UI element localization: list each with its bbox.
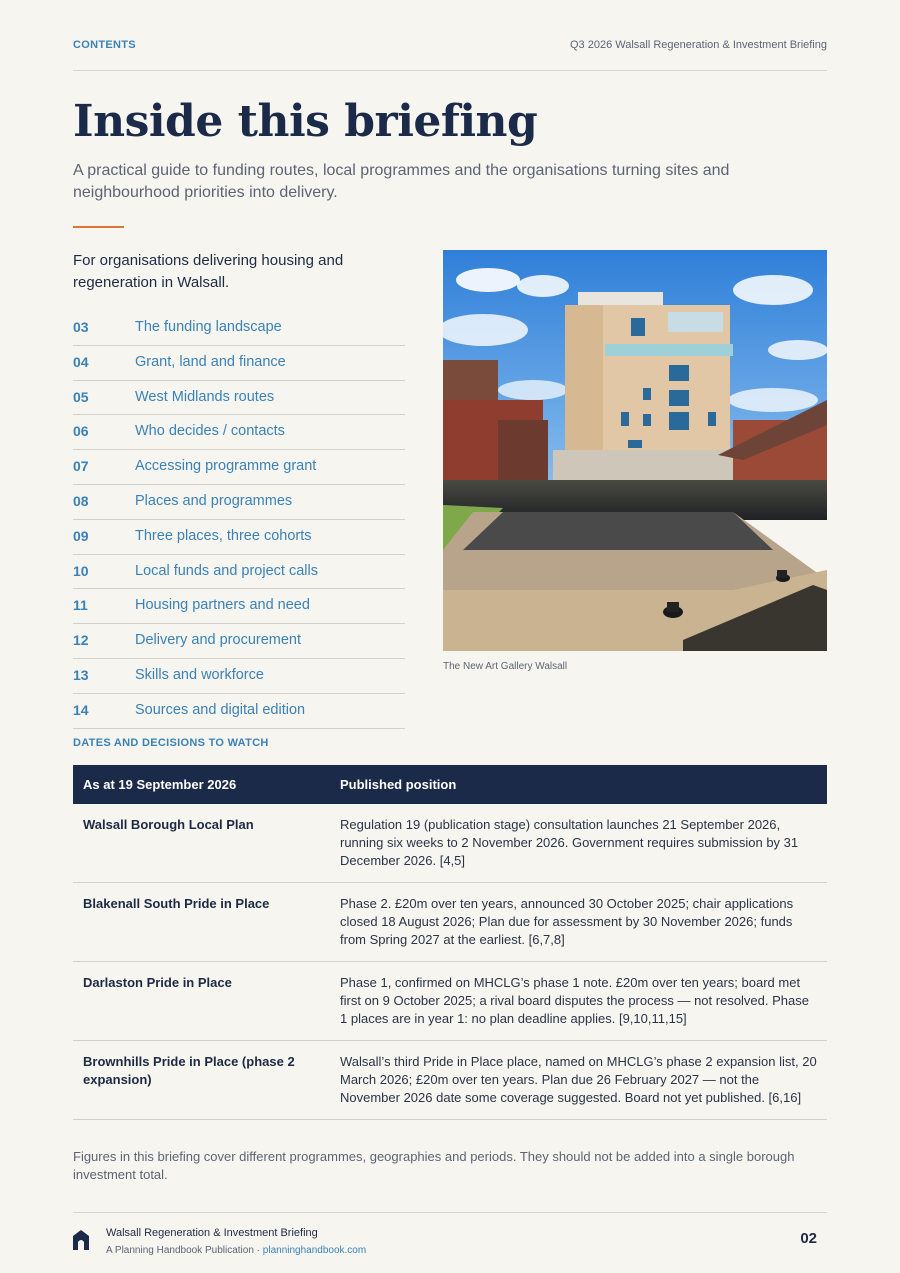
toc-page-number: 13 bbox=[73, 666, 89, 683]
footer-publisher bbox=[106, 1245, 366, 1256]
toc-link[interactable]: Who decides / contacts bbox=[135, 423, 285, 440]
footer-divider bbox=[73, 1212, 827, 1213]
page-subtitle: A practical guide to funding routes, local programmes and the organisations turning sites and neighbourhood priorities into delivery. bbox=[73, 162, 730, 201]
toc-item[interactable] bbox=[73, 589, 405, 624]
toc-item[interactable] bbox=[73, 694, 405, 729]
toc-link[interactable]: Delivery and procurement bbox=[135, 632, 302, 649]
toc-page-number: 06 bbox=[73, 423, 89, 440]
footer-publication: Walsall Regeneration & Investment Briefing bbox=[106, 1227, 318, 1239]
table-row bbox=[73, 883, 827, 962]
table-header-row bbox=[73, 765, 827, 804]
row-position: Walsall’s third Pride in Place place, named on MHCLG’s phase 2 expansion list, 20 March 2026; £20m over ten years. Plan due 26 February 2027 — not the November 2026 date some coverage suggested. Board not yet published. [6,16] bbox=[330, 1041, 827, 1120]
toc-link[interactable]: West Midlands routes bbox=[135, 388, 275, 405]
toc-link[interactable]: Three places, three cohorts bbox=[135, 527, 312, 544]
table-row bbox=[73, 1041, 827, 1120]
toc-link[interactable]: Grant, land and finance bbox=[135, 353, 286, 370]
row-position: Regulation 19 (publication stage) consultation launches 21 September 2026, running six weeks to 2 November 2026. Government requires submission by 31 December 2026. [4,5] bbox=[330, 804, 827, 883]
footer-website-link[interactable]: planninghandbook.com bbox=[262, 1245, 367, 1256]
toc-page-number: 04 bbox=[73, 353, 89, 370]
page bbox=[73, 0, 827, 1273]
toc-link[interactable]: Sources and digital edition bbox=[135, 701, 306, 718]
audience-intro: For organisations delivering housing and regeneration in Walsall. bbox=[73, 252, 344, 291]
toc-item[interactable] bbox=[73, 555, 405, 590]
toc-item[interactable] bbox=[73, 415, 405, 450]
toc-link[interactable]: Accessing programme grant bbox=[135, 458, 317, 475]
table-header-position: Published position bbox=[330, 765, 827, 804]
page-title: Inside this briefing bbox=[73, 96, 538, 147]
photo-caption: The New Art Gallery Walsall bbox=[443, 661, 568, 672]
row-programme: Walsall Borough Local Plan bbox=[73, 804, 330, 883]
toc-item[interactable] bbox=[73, 450, 405, 485]
dates-section-label: DATES AND DECISIONS TO WATCH bbox=[73, 737, 269, 749]
toc-item[interactable] bbox=[73, 659, 405, 694]
row-position: Phase 2. £20m over ten years, announced 30 October 2025; chair applications closed 18 August 2026; Plan due for assessment by 30 November 2026; funds from Spring 2027 at the earliest. [6,7,8] bbox=[330, 883, 827, 962]
toc-link[interactable]: Skills and workforce bbox=[135, 666, 264, 683]
toc-link[interactable]: Local funds and project calls bbox=[135, 562, 318, 579]
house-arch-icon bbox=[73, 1230, 89, 1250]
gallery-photo bbox=[443, 250, 827, 651]
row-programme: Darlaston Pride in Place bbox=[73, 962, 330, 1041]
table-row bbox=[73, 962, 827, 1041]
toc-item[interactable] bbox=[73, 381, 405, 416]
toc-page-number: 08 bbox=[73, 492, 89, 509]
toc-link[interactable]: Places and programmes bbox=[135, 492, 293, 509]
table-header-date: As at 19 September 2026 bbox=[73, 765, 330, 804]
toc-link[interactable]: The funding landscape bbox=[135, 319, 282, 335]
footer-publisher-text: A Planning Handbook Publication · bbox=[106, 1245, 263, 1256]
section-label: CONTENTS bbox=[73, 39, 136, 51]
toc-page-number: 03 bbox=[73, 319, 89, 335]
toc-item[interactable] bbox=[73, 346, 405, 381]
toc-page-number: 07 bbox=[73, 458, 89, 475]
running-header bbox=[73, 39, 827, 53]
publication-title: Q3 2026 Walsall Regeneration & Investment Briefing bbox=[569, 39, 827, 51]
header-divider bbox=[73, 70, 827, 71]
table-of-contents bbox=[73, 311, 405, 729]
toc-link[interactable]: Housing partners and need bbox=[135, 597, 310, 614]
toc-item[interactable] bbox=[73, 520, 405, 555]
gallery-photo-illustration bbox=[443, 250, 827, 651]
toc-item[interactable] bbox=[73, 311, 405, 346]
toc-page-number: 11 bbox=[73, 597, 88, 614]
row-programme: Blakenall South Pride in Place bbox=[73, 883, 330, 962]
toc-item[interactable] bbox=[73, 624, 405, 659]
toc-page-number: 09 bbox=[73, 527, 89, 544]
row-position: Phase 1, confirmed on MHCLG’s phase 1 note. £20m over ten years; board met first on 9 October 2025; a rival board disputes the process — not resolved. Phase 1 places are in year 1: no plan deadline applies. [9,10,11,15] bbox=[330, 962, 827, 1041]
toc-page-number: 12 bbox=[73, 632, 89, 649]
page-number: 02 bbox=[800, 1230, 817, 1247]
toc-page-number: 05 bbox=[73, 388, 89, 405]
toc-item[interactable] bbox=[73, 485, 405, 520]
toc-page-number: 14 bbox=[73, 701, 89, 718]
table-row bbox=[73, 804, 827, 883]
dates-table bbox=[73, 765, 827, 1120]
accent-divider bbox=[73, 226, 124, 228]
figures-footnote: Figures in this briefing cover different programmes, geographies and periods. They should not be added into a single borough investment total. bbox=[73, 1149, 795, 1182]
row-programme: Brownhills Pride in Place (phase 2 expansion) bbox=[73, 1041, 330, 1120]
toc-page-number: 10 bbox=[73, 562, 89, 579]
